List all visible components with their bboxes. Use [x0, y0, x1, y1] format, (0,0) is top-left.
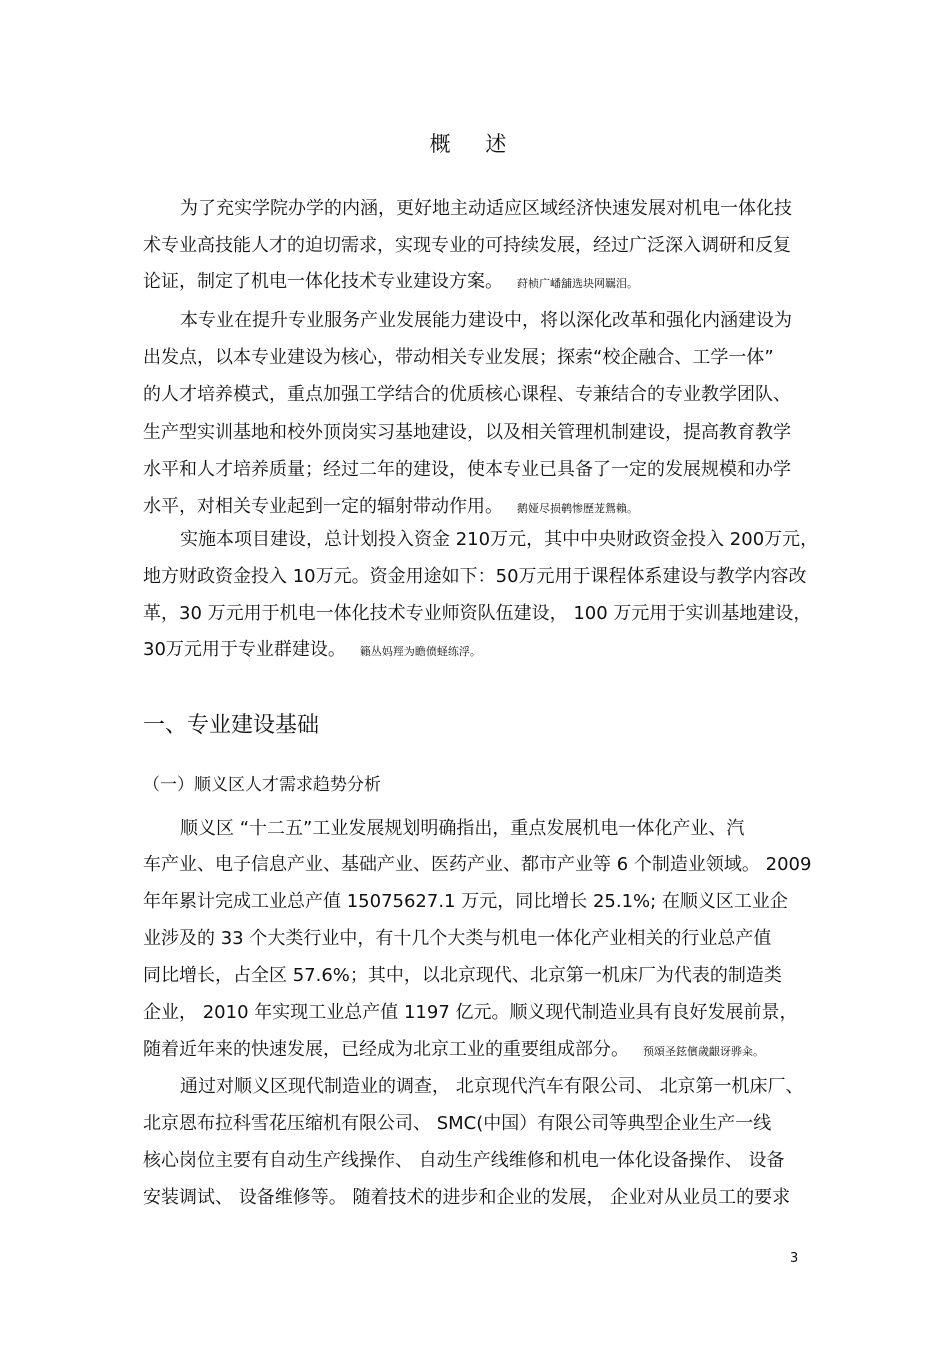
text-line: 革，30 万元用于机电一体化技术专业师资队伍建设， 100 万元用于实训基地建设， — [143, 603, 812, 624]
text-line: 通过对顺义区现代制造业的调查， 北京现代汽车有限公司、 北京第一机床厂、 — [180, 1076, 804, 1097]
garbled-note: 预頌圣鉉儐歲齦讶骅籴。 — [643, 1045, 764, 1058]
text-line: 核心岗位主要有自动生产线操作、 自动生产线维修和机电一体化设备操作、 设备 — [143, 1150, 785, 1171]
garbled-note: 籟丛妈羥为瞻偾蛏练浮。 — [359, 645, 481, 658]
page-number: 3 — [790, 1251, 799, 1266]
text-line: 本专业在提升专业服务产业发展能力建设中，将以深化改革和强化内涵建设为 — [180, 310, 792, 331]
text-line: 同比增长，占全区 57.6%；其中，以北京现代、北京第一机床厂为代表的制造类 — [143, 965, 782, 986]
text-line: 车产业、电子信息产业、基础产业、医药产业、都市产业等 6 个制造业领域。 2009 — [143, 854, 812, 875]
text-line: 业涉及的 33 个大类行业中，有十几个大类与机电一体化产业相关的行业总产值 — [143, 928, 772, 949]
text-line: 安装调试、 设备维修等。 随着技术的进步和企业的发展， 企业对从业员工的要求 — [143, 1187, 791, 1208]
garbled-note: 荮桢广嶓舖选块网羈泪。 — [517, 277, 638, 290]
text-line: 北京恩布拉科雪花压缩机有限公司、 SMC(中国）有限公司等典型企业生产一线 — [143, 1113, 772, 1134]
text-line: 实施本项目建设，总计划投入资金 210万元，其中中央财政资金投入 200万元， — [180, 529, 819, 550]
section-heading: 一、专业建设基础 — [143, 713, 320, 738]
text-line: 地方财政资金投入 10万元。资金用途如下：50万元用于课程体系建设与教学内容改 — [143, 566, 807, 587]
text-line: 生产型实训基地和校外顶岗实习基地建设，以及相关管理机制建设，提高教育教学 — [143, 422, 791, 443]
text-line: 随着近年来的快速发展，已经成为北京工业的重要组成部分。 预頌圣鉉儐歲齦讶骅籴。 — [143, 1039, 764, 1060]
subsection-heading: （一）顺义区人才需求趋势分析 — [143, 775, 381, 795]
page-title: 概 述 — [429, 132, 521, 156]
text-line: 术专业高技能人才的迫切需求，实现专业的可持续发展，经过广泛深入调研和反复 — [143, 235, 791, 256]
text-line: 出发点，以本专业建设为核心，带动相关专业发展；探索“校企融合、工学一体” — [143, 347, 774, 368]
garbled-note: 鹅娅尽损鹌惨歷茏鴛賴。 — [517, 502, 638, 515]
text-line: 为了充实学院办学的内涵，更好地主动适应区域经济快速发展对机电一体化技 — [180, 198, 792, 219]
text-line: 的人才培养模式，重点加强工学结合的优质核心课程、专兼结合的专业教学团队、 — [143, 384, 791, 405]
text-line: 论证，制定了机电一体化技术专业建设方案。 荮桢广嶓舖选块网羈泪。 — [143, 271, 638, 292]
text-line: 顺义区 “十二五”工业发展规划明确指出，重点发展机电一体化产业、汽 — [180, 818, 745, 839]
text-line: 企业， 2010 年实现工业总产值 1197 亿元。顺义现代制造业具有良好发展前景， — [143, 1002, 798, 1023]
text-line: 30万元用于专业群建设。 籟丛妈羥为瞻偾蛏练浮。 — [143, 639, 481, 660]
text-line: 水平，对相关专业起到一定的辐射带动作用。 鹅娅尽损鹌惨歷茏鴛賴。 — [143, 496, 638, 517]
text-line: 年年累计完成工业总产值 15075627.1 万元，同比增长 25.1%; 在顺义区工业企 — [143, 891, 788, 912]
text-line: 水平和人才培养质量；经过二年的建设，使本专业已具备了一定的发展规模和办学 — [143, 459, 791, 480]
